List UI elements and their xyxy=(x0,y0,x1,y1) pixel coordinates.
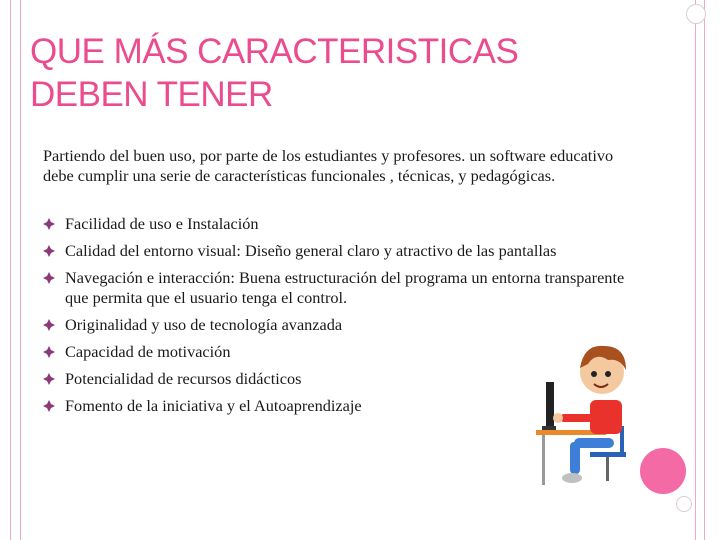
list-item-text: Capacidad de motivación xyxy=(65,342,231,361)
list-item-text: Originalidad y uso de tecnología avanzada xyxy=(65,315,343,334)
boy-at-computer-illustration xyxy=(530,330,640,490)
diamond-bullet-icon xyxy=(43,319,55,331)
diamond-bullet-icon xyxy=(43,245,55,257)
list-item-text: Calidad del entorno visual: Diseño general claro y atractivo de las pantallas xyxy=(65,241,557,260)
list-item xyxy=(43,241,643,261)
left-border-line xyxy=(10,0,11,540)
list-item xyxy=(43,214,643,234)
list-item xyxy=(43,268,643,308)
slide-title: QUE MÁS CARACTERISTICAS DEBEN TENER xyxy=(30,32,519,114)
diamond-bullet-icon xyxy=(43,400,55,412)
diamond-bullet-icon xyxy=(43,373,55,385)
list-item-text: Potencialidad de recursos didácticos xyxy=(65,369,302,388)
left-border-line-inner xyxy=(20,0,21,540)
decorative-circle-top xyxy=(686,4,706,24)
list-item-text: Facilidad de uso e Instalación xyxy=(65,214,259,233)
diamond-bullet-icon xyxy=(43,346,55,358)
right-border-line xyxy=(695,0,696,540)
intro-paragraph: Partiendo del buen uso, por parte de los estudiantes y profesores. un software educativo debe cumplir una serie de características funcionales , técnicas, y pedagógicas. xyxy=(43,146,614,185)
decorative-pink-circle xyxy=(640,448,686,494)
right-border-line-outer xyxy=(704,0,705,540)
decorative-circle-bottom xyxy=(676,496,692,512)
list-item-text: Fomento de la iniciativa y el Autoaprendizaje xyxy=(65,396,362,415)
diamond-bullet-icon xyxy=(43,218,55,230)
list-item-text: Navegación e interacción: Buena estructuración del programa un entorna transparente que permita que el usuario tenga el control. xyxy=(65,268,625,307)
diamond-bullet-icon xyxy=(43,272,55,284)
